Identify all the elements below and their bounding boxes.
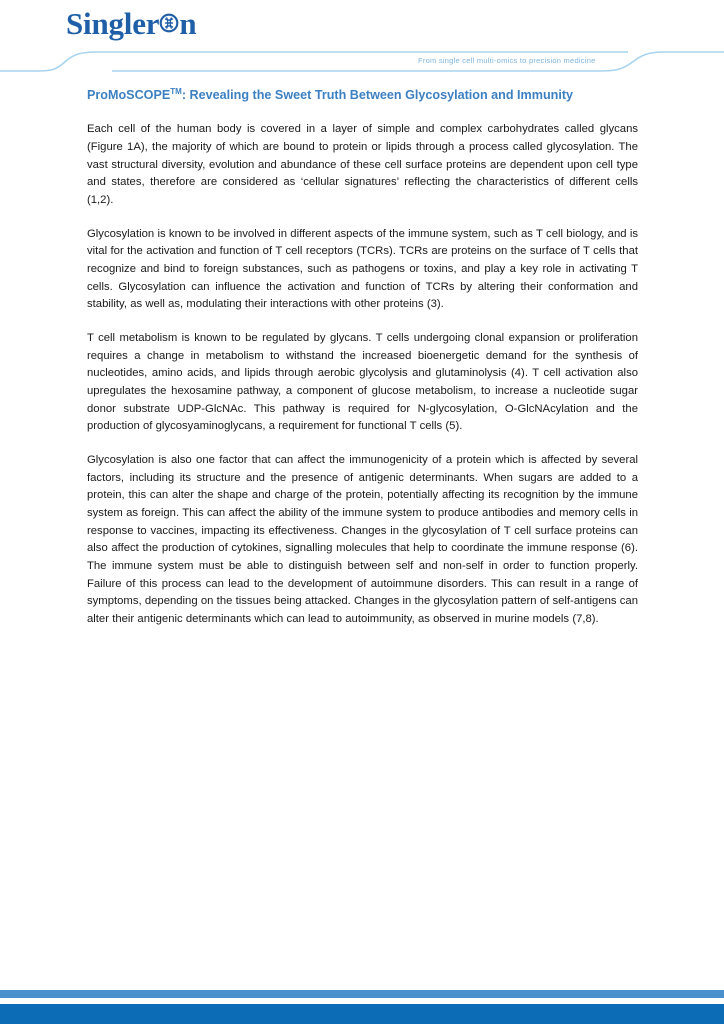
trademark-superscript: TM xyxy=(170,86,182,96)
page-header xyxy=(0,0,724,80)
paragraph: Each cell of the human body is covered in a layer of simple and complex carbohydrates called glycans (Figure 1A), the majority of which are bound to protein or lipids through a process called glycosylation. The vast structural diversity, evolution and abundance of these cell surface proteins are dependent upon cell type and states, therefore are considered as ‘cellular signatures’ reflecting the characteristics of different cells (1,2). xyxy=(87,123,638,206)
document-body xyxy=(87,86,638,629)
header-tagline: From single cell multi-omics to precision medicine xyxy=(418,56,596,65)
paragraph: Glycosylation is also one factor that can affect the immunogenicity of a protein which is affected by several factors, including its structure and the presence of antigenic determinants. When sugars are added to a protein, this can alter the shape and charge of the protein, potentially affecting its recognition by the immune system as foreign. This can affect the ability of the immune system to produce antibodies and memory cells in response to vaccines, impacting its effectiveness. Changes in the glycosylation of T cell surface proteins can also affect the production of cytokines, signalling molecules that help to coordinate the immune response (6). The immune system must be able to distinguish between self and non-self in order to function properly. Failure of this process can lead to the development of autoimmune disorders. This can result in a range of symptoms, depending on the tissues being attacked. Changes in the glycosylation pattern of self-antigens can alter their antigenic determinants which can lead to autoimmunity, as observed in murine models (7,8). xyxy=(87,454,638,626)
paragraph: T cell metabolism is known to be regulated by glycans. T cells undergoing clonal expansion or proliferation requires a change in metabolism to withstand the increased bioenergetic demand for the synthesis of nucleotides, amino acids, and lipids through aerobic glycolysis and glutaminolysis (4). T cell activation also upregulates the hexosamine pathway, a component of glucose metabolism, to increase a nucleotide sugar donor substrate UDP-GlcNAc. This pathway is required for N-glycosylation, O-GlcNAcylation and the production of glycosyaminoglycans, a requirement for functional T cells (5). xyxy=(87,331,638,433)
singleron-logo xyxy=(66,8,196,39)
page-title-rest: : Revealing the Sweet Truth Between Glycosylation and Immunity xyxy=(181,88,574,102)
footer-accent-bar-light xyxy=(0,990,724,998)
header-divider-rule xyxy=(0,46,724,80)
logo-text-before: Singler xyxy=(66,6,160,41)
logo-text-after: n xyxy=(179,6,197,41)
footer-accent-bar-dark xyxy=(0,1004,724,1024)
page-title-product: ProMoSCOPE xyxy=(87,88,171,102)
singleron-cell-mark-icon xyxy=(159,13,179,38)
page-title xyxy=(87,86,638,104)
paragraph: Glycosylation is known to be involved in different aspects of the immune system, such as T cell biology, and is vital for the activation and function of T cell receptors (TCRs). TCRs are proteins on the surface of T cells that recognize and bind to foreign substances, such as pathogens or toxins, and play a key role in activating T cells. Glycosylation can influence the activation and function of TCRs by altering their conformation and stability, as well as, modulating their interactions with other proteins (3). xyxy=(87,227,638,311)
